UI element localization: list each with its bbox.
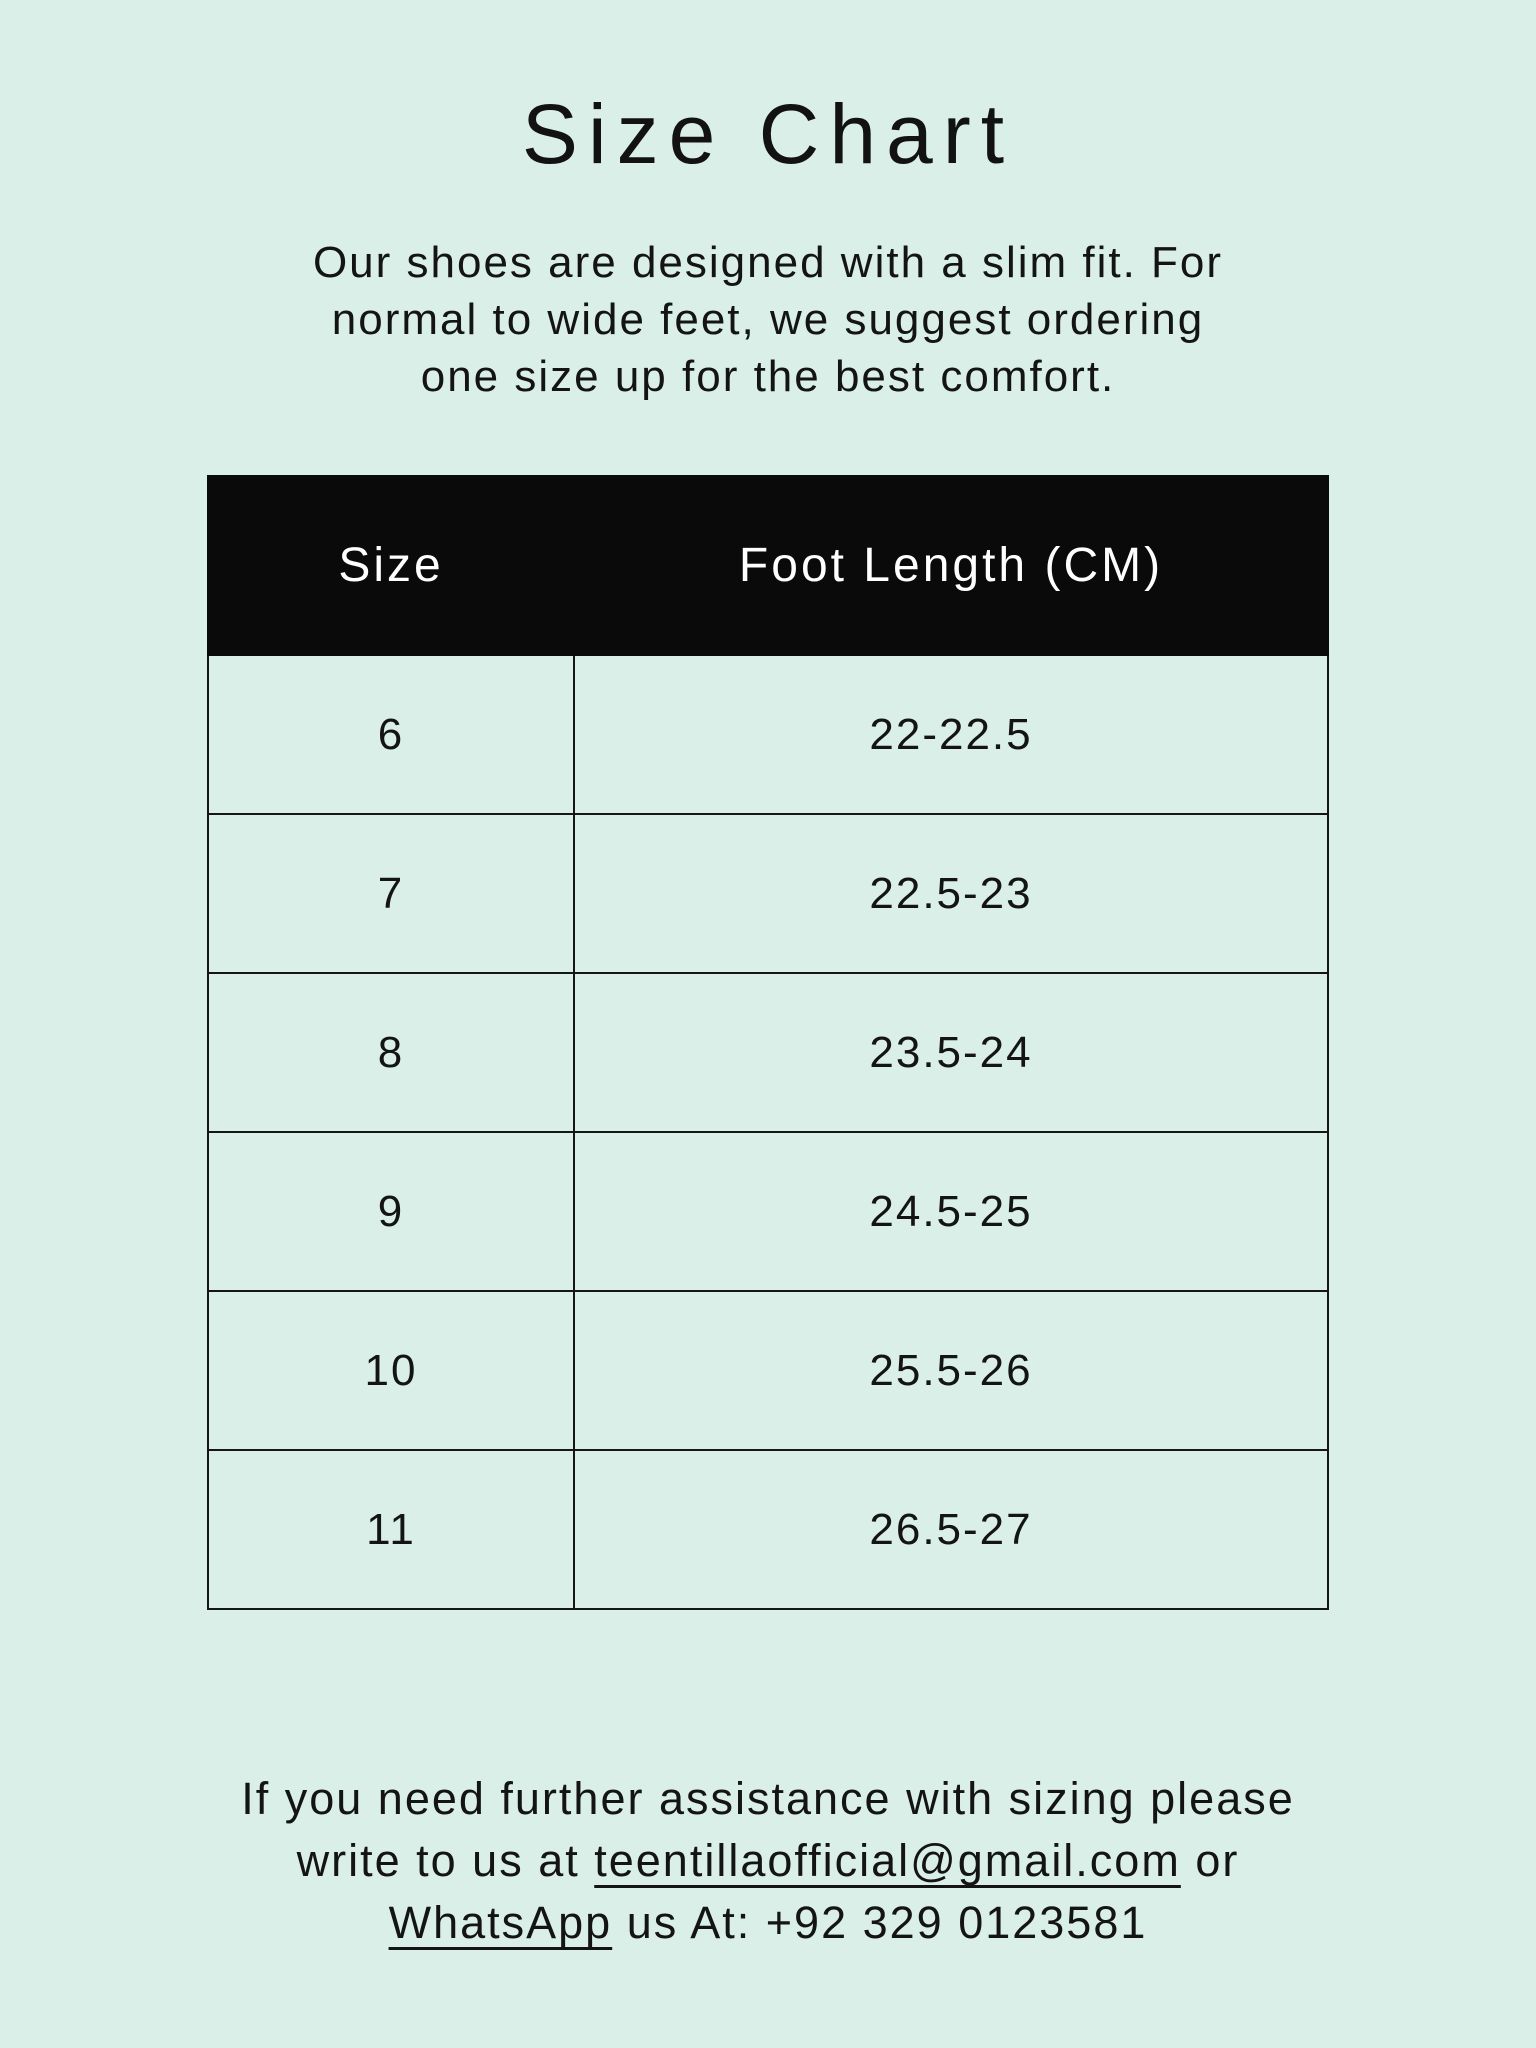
- size-cell: 8: [208, 973, 574, 1132]
- intro-line-1: Our shoes are designed with a slim fit. For: [312, 238, 1224, 287]
- size-cell: 6: [208, 655, 574, 814]
- foot-length-cell: 25.5-26: [574, 1291, 1328, 1450]
- foot-length-cell: 23.5-24: [574, 973, 1328, 1132]
- whatsapp-link[interactable]: WhatsApp: [388, 1897, 613, 1948]
- foot-length-cell: 22.5-23: [574, 814, 1328, 973]
- footer-line-2: [0, 1830, 1536, 1892]
- foot-length-cell: 24.5-25: [574, 1132, 1328, 1291]
- size-table-row: [208, 655, 1328, 814]
- size-table-row: [208, 1450, 1328, 1609]
- size-cell: 9: [208, 1132, 574, 1291]
- size-cell: 7: [208, 814, 574, 973]
- header-cell-size: Size: [208, 476, 574, 655]
- intro-text: [0, 234, 1536, 405]
- header-cell-foot-length: Foot Length (CM): [574, 476, 1328, 655]
- footer-line-2-suffix: or: [1180, 1835, 1240, 1886]
- footer-line-3: [0, 1892, 1536, 1954]
- footer-contact-text: [0, 1768, 1536, 1954]
- foot-length-cell: 26.5-27: [574, 1450, 1328, 1609]
- size-cell: 11: [208, 1450, 574, 1609]
- email-link[interactable]: teentillaofficial@gmail.com: [594, 1835, 1181, 1886]
- intro-line-3: one size up for the best comfort.: [420, 352, 1116, 401]
- size-table-row: [208, 1291, 1328, 1450]
- size-table-row: [208, 1132, 1328, 1291]
- intro-line-2: normal to wide feet, we suggest ordering: [331, 295, 1205, 344]
- footer-line-3-suffix: us At: +92 329 0123581: [612, 1897, 1148, 1948]
- size-cell: 10: [208, 1291, 574, 1450]
- foot-length-cell: 22-22.5: [574, 655, 1328, 814]
- footer-line-1: If you need further assistance with sizing please: [241, 1773, 1295, 1824]
- page-title: Size Chart: [521, 87, 1015, 181]
- footer-line-2-prefix: write to us at: [296, 1835, 595, 1886]
- size-table: [207, 475, 1329, 1610]
- size-table-row: [208, 814, 1328, 973]
- size-table-header-row: [208, 476, 1328, 655]
- size-table-row: [208, 973, 1328, 1132]
